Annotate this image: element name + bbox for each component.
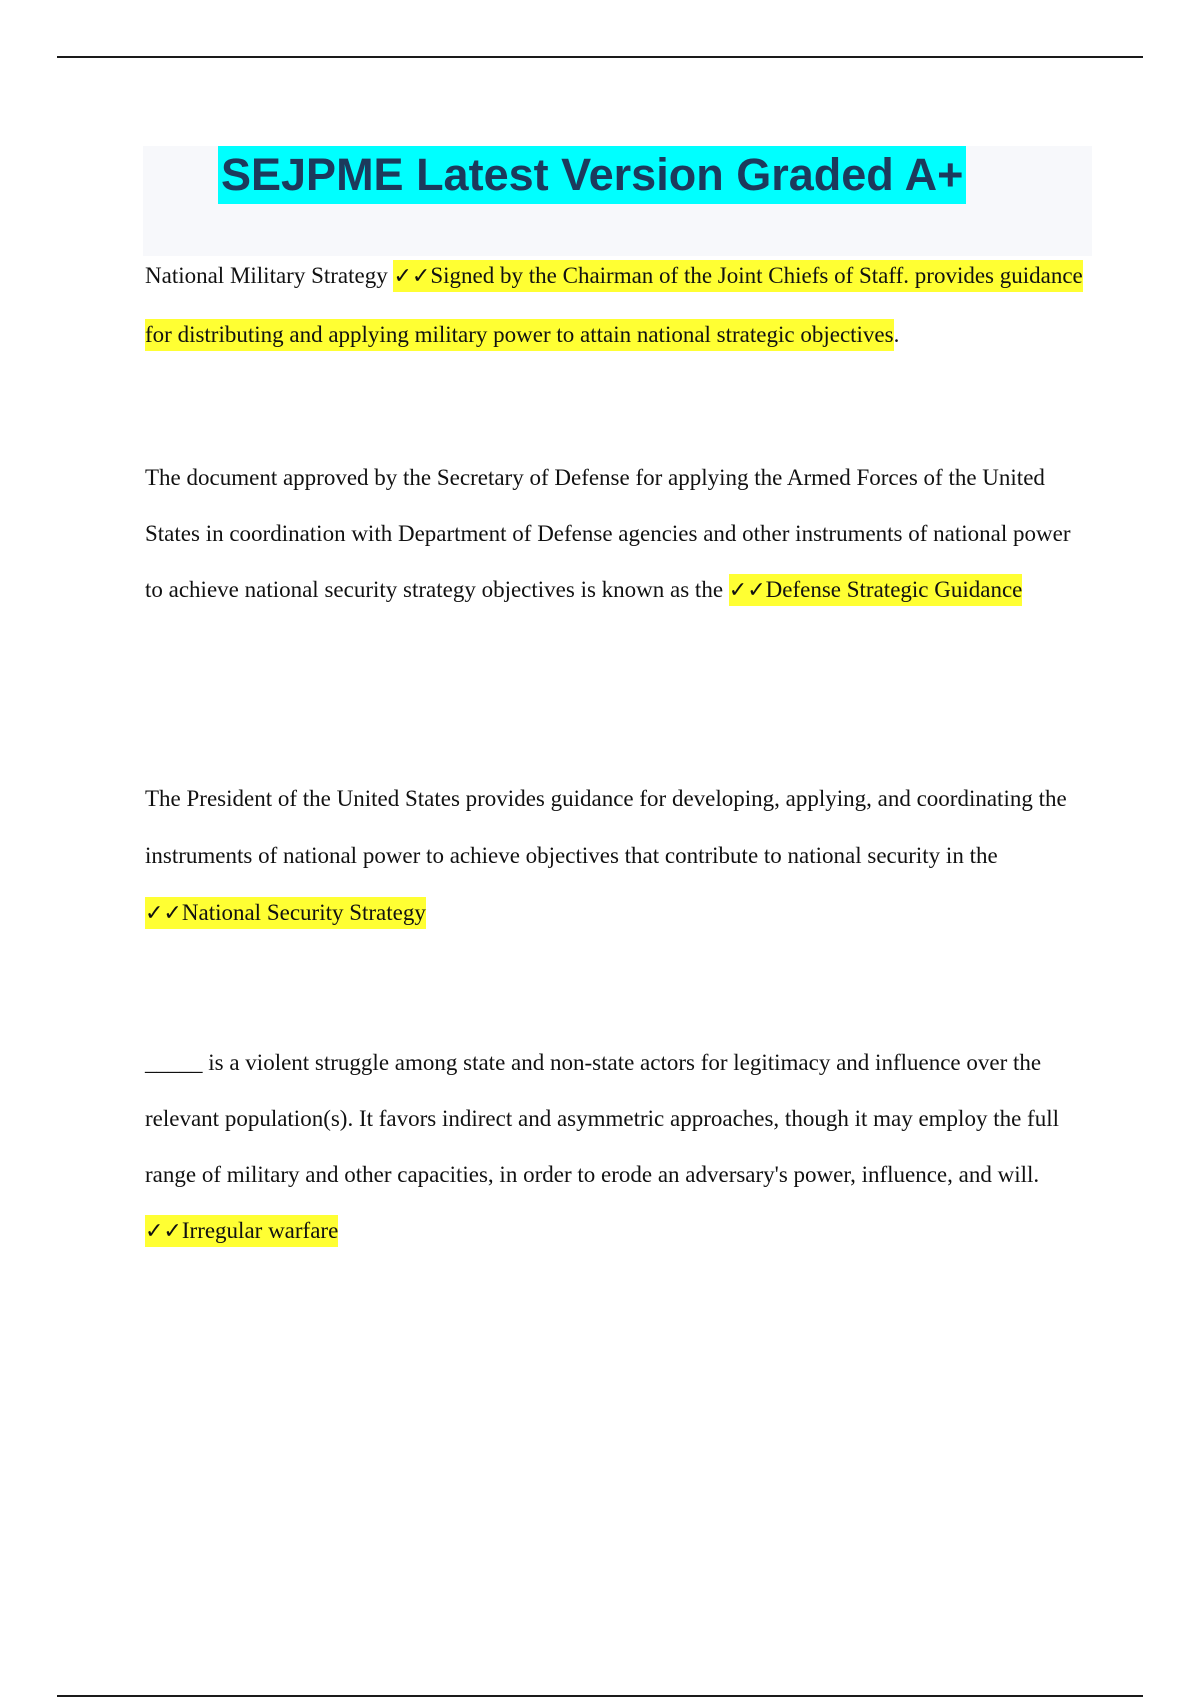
check-mark-icon: ✓✓ <box>728 578 766 603</box>
answer-highlight <box>729 574 1023 606</box>
trailing-text: . <box>893 322 900 347</box>
answer-text: Irregular warfare <box>181 1218 339 1243</box>
check-mark-icon: ✓✓ <box>145 901 182 926</box>
check-mark-icon: ✓✓ <box>393 264 431 289</box>
page-title: SEJPME Latest Version Graded A+ <box>218 146 966 204</box>
answer-highlight <box>145 1215 338 1247</box>
question-text: The document approved by the Secretary of Defense for applying the Armed Forces of the United States in coordination with Department of Defense agencies and other instruments of national power to achieve national security strategy objectives is known as the <box>145 465 1071 602</box>
qa-item-national-military-strategy <box>145 247 1085 364</box>
check-mark-icon: ✓✓ <box>145 1219 182 1244</box>
bottom-rule <box>57 1695 1143 1697</box>
question-text: _____ is a violent struggle among state and non-state actors for legitimacy and influence over the relevant population(s). It favors indirect and asymmetric approaches, though it may employ the full range of military and other capacities, in order to erode an adversary's power, influence, and will. <box>145 1050 1059 1187</box>
qa-item-irregular-warfare <box>145 1035 1085 1260</box>
answer-text: National Security Strategy <box>181 900 426 925</box>
qa-item-defense-strategic-guidance <box>145 450 1085 619</box>
question-text: The President of the United States provides guidance for developing, applying, and coordinating the instruments of national power to achieve objectives that contribute to national security in the <box>145 786 1067 868</box>
answer-text: Signed by the Chairman of the Joint Chiefs of Staff. provides guidance for distributing and applying military power to attain national strategic objectives <box>145 263 1083 347</box>
qa-item-national-security-strategy <box>145 770 1085 942</box>
answer-text: Defense Strategic Guidance <box>765 577 1023 602</box>
question-text: National Military Strategy <box>145 263 394 288</box>
top-rule <box>57 56 1143 58</box>
answer-highlight <box>145 897 426 929</box>
